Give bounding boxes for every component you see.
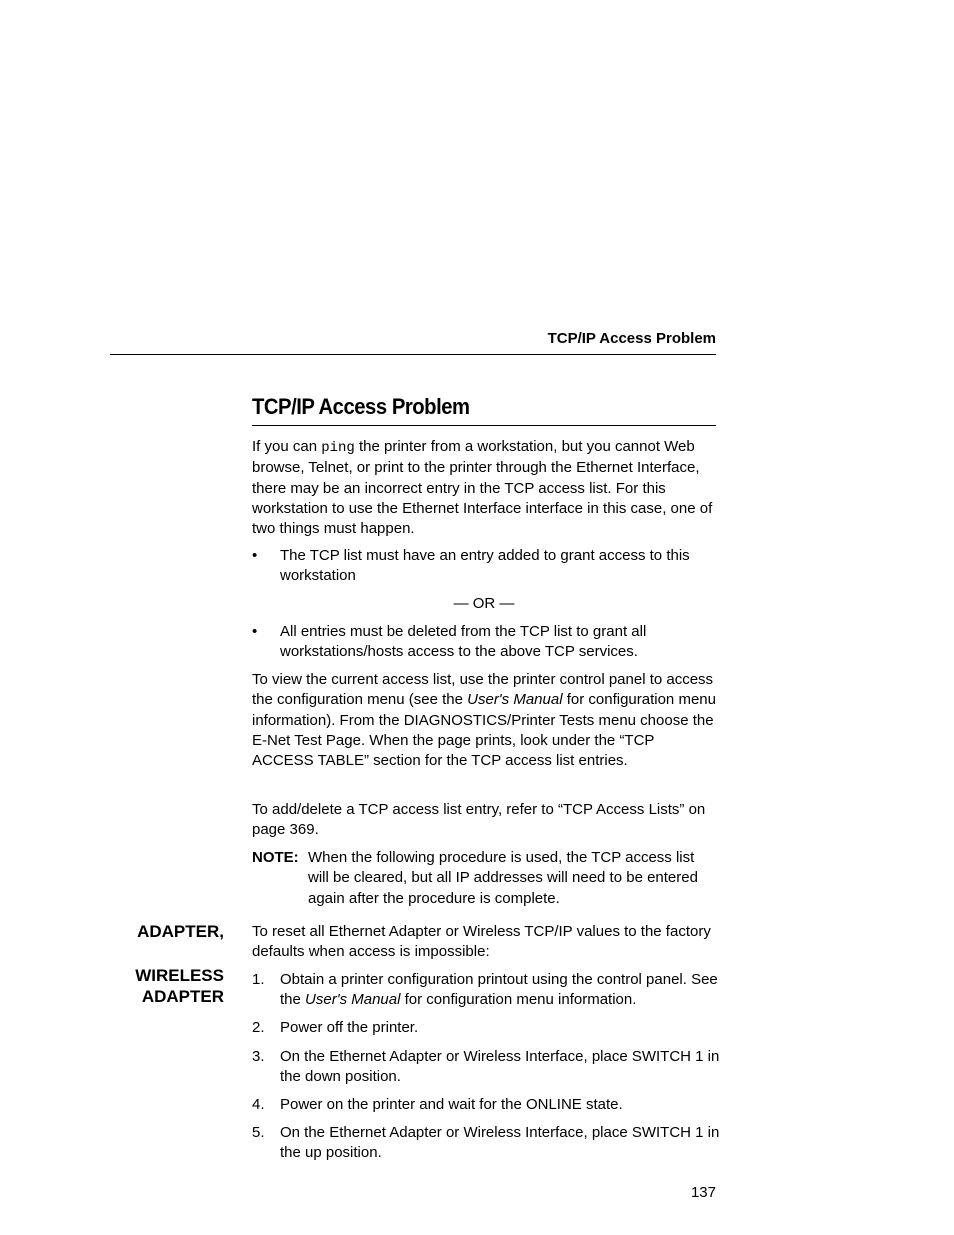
bullet-marker: • (252, 623, 258, 640)
side-heading-adapter: ADAPTER, (137, 922, 224, 941)
step-text: Power on the printer and wait for the ONLINE state. (280, 1096, 623, 1113)
step-number: 3. (252, 1048, 265, 1065)
step-text-end: for configuration menu information. (400, 991, 637, 1009)
view-text-end: for configuration menu information). From the DIAGNOSTICS/Printer Tests menu choose the E-Net Test Page. When the page prints, look under the “TCP ACCESS TABLE” section for the TCP access list entries. (252, 691, 716, 770)
intro-text-start: If you can (252, 438, 322, 455)
section-title: TCP/IP Access Problem (252, 394, 470, 419)
note-text: When the following procedure is used, the TCP access list will be cleared, but all IP addresses will need to be entered again after the procedure is complete. (308, 849, 698, 907)
side-heading-adapter-2: ADAPTER (141, 987, 224, 1006)
step-number: 2. (252, 1019, 265, 1036)
step-text-start: Obtain a printer configuration printout using the control panel. See the (280, 971, 718, 1009)
note-label: NOTE: (252, 849, 299, 866)
users-manual-reference: User's Manual (467, 691, 563, 709)
reset-intro-paragraph: To reset all Ethernet Adapter or Wireless TCP/IP values to the factory defaults when access is impossible: (252, 923, 711, 961)
bullet-item: The TCP list must have an entry added to grant access to this workstation (280, 547, 690, 585)
step-number: 5. (252, 1124, 265, 1141)
bullet-item: All entries must be deleted from the TCP list to grant all workstations/hosts access to the above TCP services. (280, 623, 647, 661)
users-manual-reference: User's Manual (305, 991, 401, 1009)
step-text: Power off the printer. (280, 1019, 419, 1036)
step-number: 1. (252, 971, 265, 988)
step-text: On the Ethernet Adapter or Wireless Interface, place SWITCH 1 in the up position. (280, 1124, 720, 1162)
or-separator: — OR — (453, 595, 515, 612)
header-rule (110, 354, 716, 355)
step-number: 4. (252, 1096, 265, 1113)
intro-paragraph (252, 437, 718, 539)
ping-command: ping (321, 440, 355, 456)
side-heading-wireless: WIRELESS (135, 966, 224, 985)
intro-text-end: the printer from a workstation, but you cannot Web browse, Telnet, or print to the printer through the Ethernet Interface, there may be an incorrect entry in the TCP access list. For this workstation to use the Ethernet Interface interface in this case, one of two things must happen. (252, 438, 713, 538)
view-list-paragraph (252, 670, 718, 771)
page-number: 137 (690, 1184, 716, 1201)
step-text (280, 970, 720, 1011)
step-text: On the Ethernet Adapter or Wireless Interface, place SWITCH 1 in the down position. (280, 1048, 720, 1086)
bullet-marker: • (252, 547, 258, 564)
view-text-start: To view the current access list, use the printer control panel to access the configuration menu (see the (252, 671, 714, 709)
running-header: TCP/IP Access Problem (547, 330, 716, 347)
title-rule (252, 425, 716, 426)
add-delete-paragraph: To add/delete a TCP access list entry, refer to “TCP Access Lists” on page 369. (252, 801, 706, 839)
